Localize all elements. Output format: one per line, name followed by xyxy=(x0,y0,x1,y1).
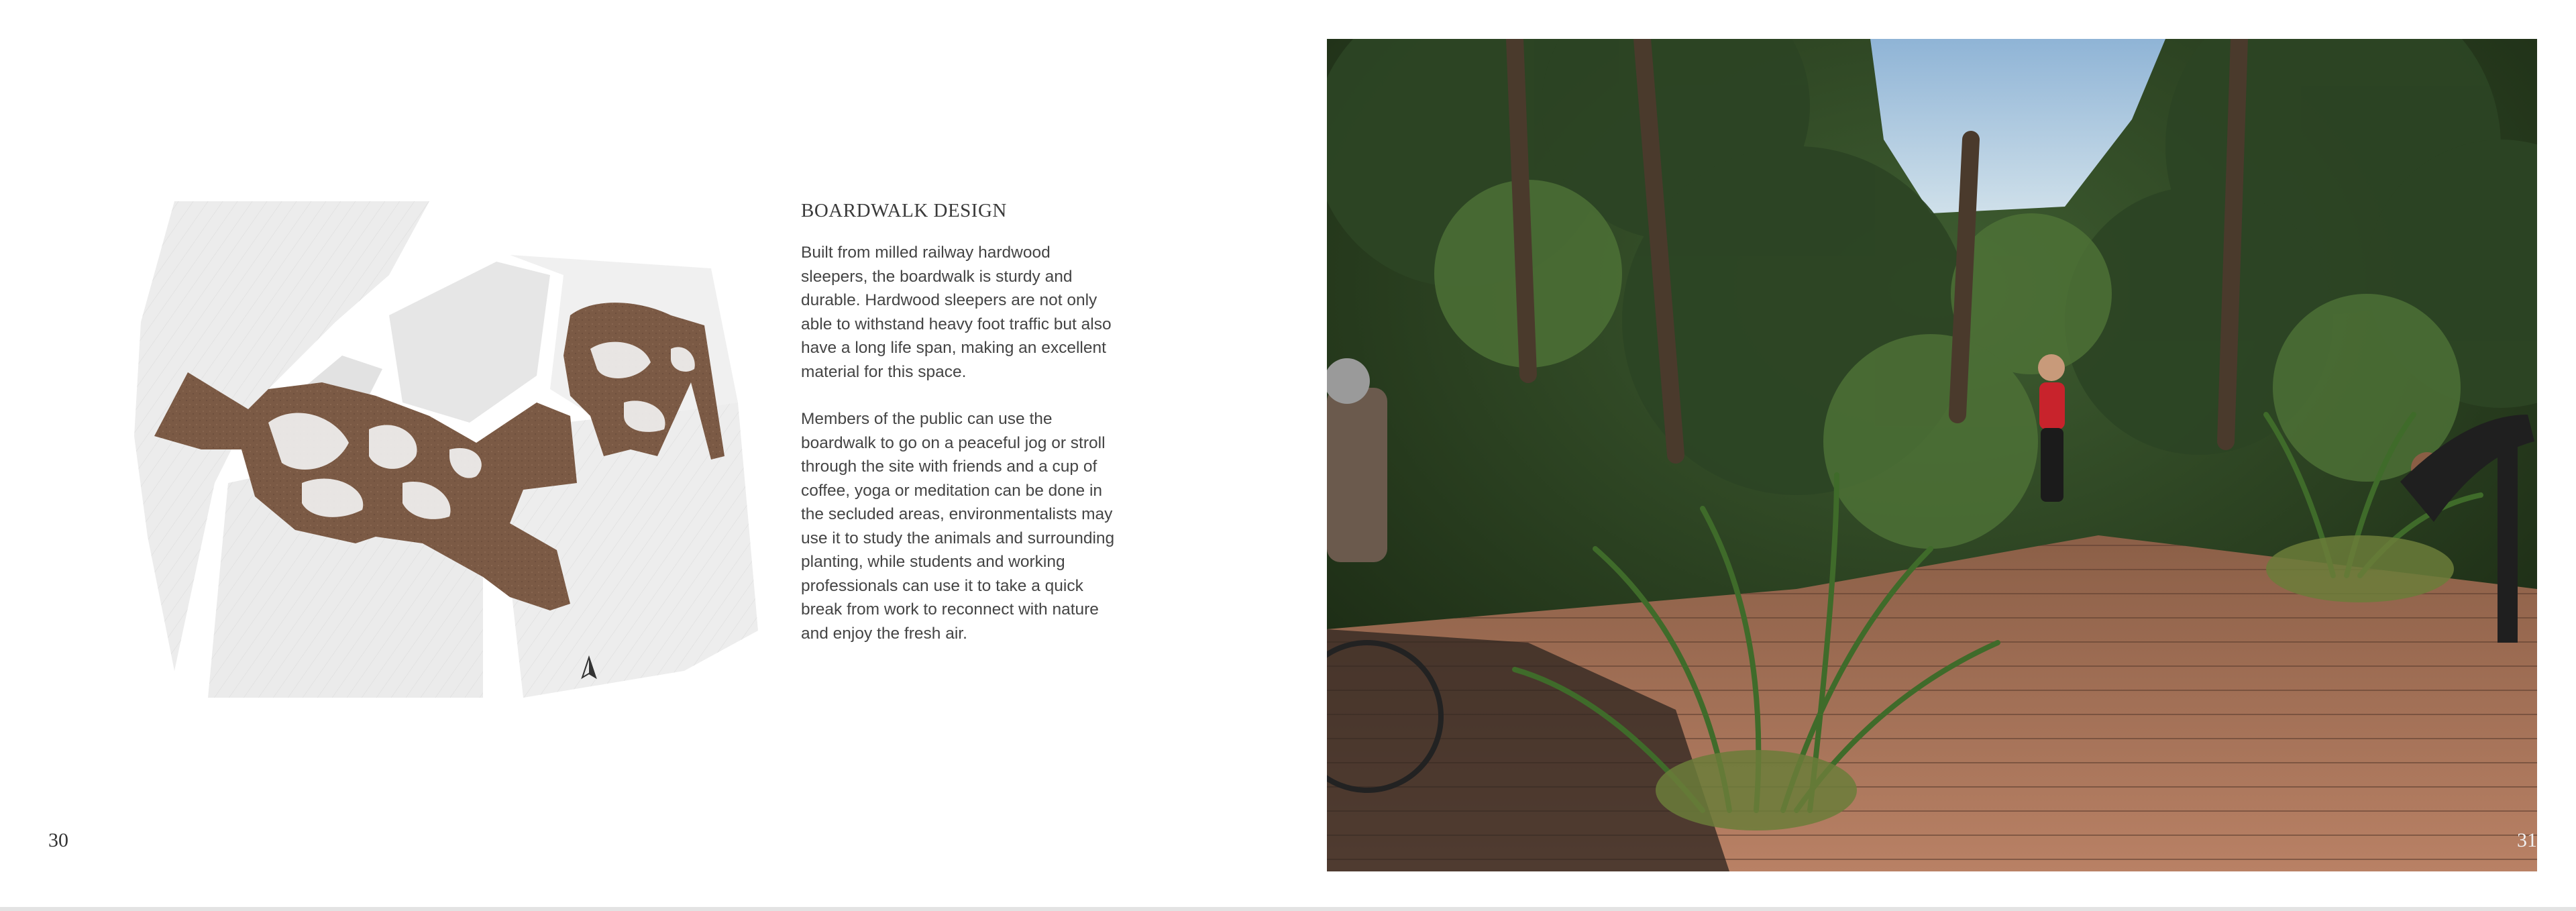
section-heading: BOARDWALK DESIGN xyxy=(801,200,1007,221)
boardwalk-site-plan xyxy=(134,201,758,698)
boardwalk-render-image xyxy=(1327,39,2537,871)
page-number-left: 30 xyxy=(48,829,68,851)
render-illustration xyxy=(1327,39,2537,871)
bottom-rule xyxy=(0,907,2576,911)
jogger-figure xyxy=(2038,354,2065,502)
right-page xyxy=(1288,0,2576,907)
paragraph-materials: Built from milled railway hardwood sleepers, the boardwalk is sturdy and durable. Hardwood sleepers are not only able to withstand heavy foot traffic but also have a long life span, making an excellent material for this space. xyxy=(801,244,1112,381)
page-number-right: 31 xyxy=(2517,829,2537,851)
paragraph-uses: Members of the public can use the boardwalk to go on a peaceful jog or stroll through the site with friends and a cup of coffee, yoga or meditation can be done in the secluded areas, environmentalists may use it to study the animals and surrounding planting, while students and working professionals can use it to take a quick break from work to reconnect with nature and enjoy the fresh air. xyxy=(801,410,1115,643)
left-page xyxy=(0,0,1288,907)
text-column xyxy=(801,200,1116,669)
